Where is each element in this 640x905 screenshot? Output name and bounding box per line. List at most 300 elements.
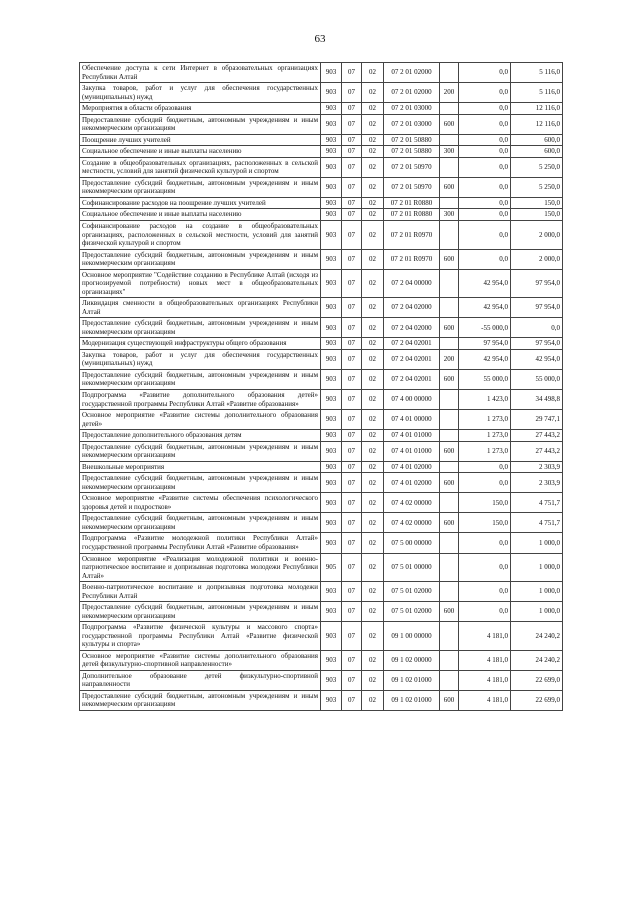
target-article-cell: 07 4 01 02000 [384, 473, 440, 493]
ministry-code-cell: 903 [321, 134, 342, 146]
expense-name-cell: Предоставление субсидий бюджетным, автономным учреждениям и иным некоммерческим организациям [80, 177, 321, 197]
expense-name-cell: Модернизация существующей инфраструктуры общего образования [80, 338, 321, 350]
ministry-code-cell: 903 [321, 493, 342, 513]
expense-type-cell [440, 582, 459, 602]
subsection-code-cell: 02 [362, 103, 384, 115]
ministry-code-cell: 903 [321, 533, 342, 553]
amount-change-cell: -55 000,0 [459, 318, 511, 338]
amount-change-cell: 0,0 [459, 197, 511, 209]
subsection-code-cell: 02 [362, 318, 384, 338]
subsection-code-cell: 02 [362, 83, 384, 103]
section-code-cell: 07 [342, 650, 362, 670]
table-row [80, 602, 563, 622]
table-row [80, 369, 563, 389]
amount-total-cell: 97 954,0 [511, 298, 563, 318]
expense-type-cell: 600 [440, 690, 459, 710]
amount-change-cell: 42 954,0 [459, 298, 511, 318]
section-code-cell: 07 [342, 114, 362, 134]
ministry-code-cell: 903 [321, 670, 342, 690]
target-article-cell: 07 2 01 R0880 [384, 197, 440, 209]
ministry-code-cell: 903 [321, 83, 342, 103]
target-article-cell: 07 5 00 00000 [384, 533, 440, 553]
expense-name-cell: Предоставление субсидий бюджетным, автономным учреждениям и иным некоммерческим организациям [80, 690, 321, 710]
table-row [80, 553, 563, 582]
table-row [80, 298, 563, 318]
expense-name-cell: Софинансирование расходов на создание в общеобразовательных организациях, расположенных в сельской местности, условий для занятий физической культурой и спортом [80, 220, 321, 249]
amount-total-cell: 29 747,1 [511, 410, 563, 430]
ministry-code-cell: 903 [321, 157, 342, 177]
section-code-cell: 07 [342, 533, 362, 553]
expense-name-cell: Создание в общеобразовательных организациях, расположенных в сельской местности, условий для занятий физической культурой и спортом [80, 157, 321, 177]
ministry-code-cell: 903 [321, 582, 342, 602]
expense-type-cell [440, 622, 459, 651]
amount-change-cell: 0,0 [459, 602, 511, 622]
section-code-cell: 07 [342, 157, 362, 177]
section-code-cell: 07 [342, 83, 362, 103]
subsection-code-cell: 02 [362, 461, 384, 473]
ministry-code-cell: 903 [321, 269, 342, 298]
target-article-cell: 07 4 00 00000 [384, 390, 440, 410]
subsection-code-cell: 02 [362, 146, 384, 158]
section-code-cell: 07 [342, 338, 362, 350]
subsection-code-cell: 02 [362, 473, 384, 493]
section-code-cell: 07 [342, 430, 362, 442]
expense-type-cell [440, 338, 459, 350]
target-article-cell: 07 5 01 02000 [384, 582, 440, 602]
section-code-cell: 07 [342, 63, 362, 83]
amount-change-cell: 42 954,0 [459, 269, 511, 298]
table-row [80, 430, 563, 442]
target-article-cell: 07 2 01 50880 [384, 146, 440, 158]
section-code-cell: 07 [342, 318, 362, 338]
expense-type-cell: 600 [440, 441, 459, 461]
ministry-code-cell: 903 [321, 146, 342, 158]
expense-name-cell: Мероприятия в области образования [80, 103, 321, 115]
amount-total-cell: 4 751,7 [511, 513, 563, 533]
subsection-code-cell: 02 [362, 670, 384, 690]
expense-name-cell: Социальное обеспечение и иные выплаты населению [80, 209, 321, 221]
expense-name-cell: Обеспечение доступа к сети Интернет в образовательных организациях Республики Алтай [80, 63, 321, 83]
target-article-cell: 07 2 01 50880 [384, 134, 440, 146]
budget-table-body [80, 63, 563, 711]
section-code-cell: 07 [342, 209, 362, 221]
section-code-cell: 07 [342, 493, 362, 513]
budget-table [79, 62, 563, 711]
expense-name-cell: Подпрограмма «Развитие молодежной политики Республики Алтай» государственной программы Республики Алтай «Развитие образования» [80, 533, 321, 553]
table-row [80, 461, 563, 473]
expense-name-cell: Дополнительное образование детей физкультурно-спортивной направленности [80, 670, 321, 690]
expense-type-cell [440, 410, 459, 430]
table-row [80, 63, 563, 83]
amount-total-cell: 0,0 [511, 318, 563, 338]
subsection-code-cell: 02 [362, 390, 384, 410]
table-row [80, 622, 563, 651]
table-row [80, 473, 563, 493]
subsection-code-cell: 02 [362, 513, 384, 533]
target-article-cell: 09 1 02 00000 [384, 650, 440, 670]
table-row [80, 157, 563, 177]
target-article-cell: 07 4 01 00000 [384, 410, 440, 430]
subsection-code-cell: 02 [362, 369, 384, 389]
page-number: 63 [314, 33, 326, 45]
amount-change-cell: 0,0 [459, 473, 511, 493]
expense-name-cell: Предоставление субсидий бюджетным, автономным учреждениям и иным некоммерческим организациям [80, 513, 321, 533]
subsection-code-cell: 02 [362, 114, 384, 134]
section-code-cell: 07 [342, 670, 362, 690]
amount-change-cell: 1 273,0 [459, 430, 511, 442]
amount-total-cell: 150,0 [511, 209, 563, 221]
target-article-cell: 09 1 00 00000 [384, 622, 440, 651]
expense-name-cell: Социальное обеспечение и иные выплаты населению [80, 146, 321, 158]
amount-total-cell: 4 751,7 [511, 493, 563, 513]
ministry-code-cell: 905 [321, 553, 342, 582]
amount-total-cell: 22 699,0 [511, 690, 563, 710]
amount-total-cell: 34 498,8 [511, 390, 563, 410]
table-row [80, 650, 563, 670]
amount-change-cell: 97 954,0 [459, 338, 511, 350]
subsection-code-cell: 02 [362, 177, 384, 197]
target-article-cell: 07 4 01 02000 [384, 461, 440, 473]
ministry-code-cell: 903 [321, 690, 342, 710]
table-row [80, 146, 563, 158]
expense-type-cell: 600 [440, 369, 459, 389]
section-code-cell: 07 [342, 249, 362, 269]
table-row [80, 249, 563, 269]
amount-total-cell: 97 954,0 [511, 269, 563, 298]
table-row [80, 269, 563, 298]
expense-name-cell: Внешкольные мероприятия [80, 461, 321, 473]
section-code-cell: 07 [342, 582, 362, 602]
expense-name-cell: Основное мероприятие «Развитие системы обеспечения психологического здоровья детей и подростков» [80, 493, 321, 513]
expense-type-cell: 300 [440, 146, 459, 158]
section-code-cell: 07 [342, 134, 362, 146]
section-code-cell: 07 [342, 553, 362, 582]
amount-total-cell: 97 954,0 [511, 338, 563, 350]
ministry-code-cell: 903 [321, 103, 342, 115]
amount-change-cell: 0,0 [459, 582, 511, 602]
subsection-code-cell: 02 [362, 690, 384, 710]
amount-total-cell: 12 116,0 [511, 114, 563, 134]
table-row [80, 513, 563, 533]
amount-change-cell: 55 000,0 [459, 369, 511, 389]
amount-change-cell: 1 423,0 [459, 390, 511, 410]
subsection-code-cell: 02 [362, 209, 384, 221]
target-article-cell: 07 2 01 R0970 [384, 220, 440, 249]
expense-type-cell: 600 [440, 249, 459, 269]
expense-type-cell: 200 [440, 83, 459, 103]
table-row [80, 177, 563, 197]
table-row [80, 690, 563, 710]
subsection-code-cell: 02 [362, 220, 384, 249]
amount-change-cell: 0,0 [459, 553, 511, 582]
amount-change-cell: 0,0 [459, 533, 511, 553]
amount-total-cell: 42 954,0 [511, 349, 563, 369]
expense-name-cell: Предоставление субсидий бюджетным, автономным учреждениям и иным некоммерческим организациям [80, 249, 321, 269]
target-article-cell: 07 2 01 50970 [384, 177, 440, 197]
expense-name-cell: Закупка товаров, работ и услуг для обеспечения государственных (муниципальных) нужд [80, 83, 321, 103]
amount-total-cell: 2 303,9 [511, 473, 563, 493]
ministry-code-cell: 903 [321, 390, 342, 410]
amount-total-cell: 5 250,0 [511, 157, 563, 177]
target-article-cell: 07 2 01 03000 [384, 114, 440, 134]
expense-type-cell: 600 [440, 602, 459, 622]
table-row [80, 114, 563, 134]
target-article-cell: 07 4 01 01000 [384, 441, 440, 461]
expense-type-cell: 600 [440, 318, 459, 338]
expense-type-cell [440, 298, 459, 318]
target-article-cell: 07 5 01 00000 [384, 553, 440, 582]
subsection-code-cell: 02 [362, 134, 384, 146]
expense-name-cell: Предоставление субсидий бюджетным, автономным учреждениям и иным некоммерческим организациям [80, 318, 321, 338]
expense-type-cell [440, 157, 459, 177]
expense-type-cell: 300 [440, 209, 459, 221]
amount-total-cell: 600,0 [511, 146, 563, 158]
expense-name-cell: Подпрограмма «Развитие физической культуры и массового спорта» государственной программы Республики Алтай «Развитие физической культуры и спорта» [80, 622, 321, 651]
expense-type-cell [440, 430, 459, 442]
expense-type-cell [440, 390, 459, 410]
amount-change-cell: 0,0 [459, 114, 511, 134]
ministry-code-cell: 903 [321, 177, 342, 197]
amount-total-cell: 1 000,0 [511, 553, 563, 582]
table-row [80, 220, 563, 249]
ministry-code-cell: 903 [321, 298, 342, 318]
section-code-cell: 07 [342, 298, 362, 318]
table-row [80, 533, 563, 553]
expense-name-cell: Ликвидация сменности в общеобразовательных организациях Республики Алтай [80, 298, 321, 318]
table-row [80, 390, 563, 410]
amount-total-cell: 1 000,0 [511, 533, 563, 553]
expense-type-cell [440, 533, 459, 553]
amount-change-cell: 150,0 [459, 513, 511, 533]
amount-total-cell: 2 303,9 [511, 461, 563, 473]
expense-type-cell: 600 [440, 114, 459, 134]
ministry-code-cell: 903 [321, 650, 342, 670]
target-article-cell: 07 2 04 02001 [384, 349, 440, 369]
amount-change-cell: 150,0 [459, 493, 511, 513]
target-article-cell: 07 4 02 00000 [384, 513, 440, 533]
ministry-code-cell: 903 [321, 197, 342, 209]
expense-type-cell [440, 134, 459, 146]
section-code-cell: 07 [342, 513, 362, 533]
expense-type-cell [440, 670, 459, 690]
section-code-cell: 07 [342, 146, 362, 158]
amount-change-cell: 0,0 [459, 461, 511, 473]
amount-change-cell: 0,0 [459, 220, 511, 249]
table-row [80, 197, 563, 209]
amount-change-cell: 0,0 [459, 103, 511, 115]
target-article-cell: 07 2 04 00000 [384, 269, 440, 298]
amount-change-cell: 0,0 [459, 177, 511, 197]
target-article-cell: 07 2 01 R0970 [384, 249, 440, 269]
amount-total-cell: 27 443,2 [511, 430, 563, 442]
subsection-code-cell: 02 [362, 553, 384, 582]
table-row [80, 493, 563, 513]
expense-name-cell: Основное мероприятие «Реализация молодежной политики и военно-патриотическое воспитание и допризывная подготовка молодежи Республики Алтай» [80, 553, 321, 582]
ministry-code-cell: 903 [321, 209, 342, 221]
expense-type-cell: 200 [440, 349, 459, 369]
subsection-code-cell: 02 [362, 63, 384, 83]
amount-change-cell: 1 273,0 [459, 410, 511, 430]
section-code-cell: 07 [342, 441, 362, 461]
target-article-cell: 07 2 04 02000 [384, 318, 440, 338]
table-row [80, 441, 563, 461]
table-row [80, 582, 563, 602]
section-code-cell: 07 [342, 622, 362, 651]
section-code-cell: 07 [342, 197, 362, 209]
subsection-code-cell: 02 [362, 157, 384, 177]
table-row [80, 410, 563, 430]
ministry-code-cell: 903 [321, 318, 342, 338]
expense-type-cell [440, 493, 459, 513]
ministry-code-cell: 903 [321, 602, 342, 622]
ministry-code-cell: 903 [321, 249, 342, 269]
table-row [80, 134, 563, 146]
ministry-code-cell: 903 [321, 410, 342, 430]
amount-total-cell: 24 240,2 [511, 650, 563, 670]
target-article-cell: 07 4 01 01000 [384, 430, 440, 442]
expense-type-cell [440, 63, 459, 83]
section-code-cell: 07 [342, 602, 362, 622]
target-article-cell: 07 2 04 02001 [384, 338, 440, 350]
section-code-cell: 07 [342, 269, 362, 298]
expense-name-cell: Предоставление субсидий бюджетным, автономным учреждениям и иным некоммерческим организациям [80, 441, 321, 461]
subsection-code-cell: 02 [362, 249, 384, 269]
subsection-code-cell: 02 [362, 441, 384, 461]
amount-change-cell: 42 954,0 [459, 349, 511, 369]
amount-total-cell: 5 116,0 [511, 63, 563, 83]
section-code-cell: 07 [342, 410, 362, 430]
expense-name-cell: Военно-патриотическое воспитание и допризывная подготовка молодежи Республики Алтай [80, 582, 321, 602]
expense-name-cell: Основное мероприятие «Развитие системы дополнительного образования детей» [80, 410, 321, 430]
expense-type-cell: 600 [440, 177, 459, 197]
target-article-cell: 07 2 01 02000 [384, 63, 440, 83]
ministry-code-cell: 903 [321, 513, 342, 533]
target-article-cell: 07 2 01 R0880 [384, 209, 440, 221]
target-article-cell: 09 1 02 01000 [384, 670, 440, 690]
section-code-cell: 07 [342, 369, 362, 389]
subsection-code-cell: 02 [362, 269, 384, 298]
amount-total-cell: 22 699,0 [511, 670, 563, 690]
expense-type-cell [440, 553, 459, 582]
expense-type-cell: 600 [440, 513, 459, 533]
expense-name-cell: Предоставление субсидий бюджетным, автономным учреждениям и иным некоммерческим организациям [80, 114, 321, 134]
table-row [80, 318, 563, 338]
section-code-cell: 07 [342, 349, 362, 369]
amount-change-cell: 4 181,0 [459, 622, 511, 651]
subsection-code-cell: 02 [362, 622, 384, 651]
section-code-cell: 07 [342, 473, 362, 493]
target-article-cell: 07 2 04 02001 [384, 369, 440, 389]
ministry-code-cell: 903 [321, 622, 342, 651]
amount-change-cell: 0,0 [459, 249, 511, 269]
section-code-cell: 07 [342, 690, 362, 710]
amount-total-cell: 150,0 [511, 197, 563, 209]
amount-change-cell: 4 181,0 [459, 650, 511, 670]
expense-name-cell: Подпрограмма «Развитие дополнительного образования детей» государственной программы Республики Алтай «Развитие образования» [80, 390, 321, 410]
amount-change-cell: 0,0 [459, 83, 511, 103]
subsection-code-cell: 02 [362, 533, 384, 553]
expense-type-cell: 600 [440, 473, 459, 493]
ministry-code-cell: 903 [321, 430, 342, 442]
expense-name-cell: Софинансирование расходов на поощрение лучших учителей [80, 197, 321, 209]
section-code-cell: 07 [342, 461, 362, 473]
ministry-code-cell: 903 [321, 349, 342, 369]
ministry-code-cell: 903 [321, 473, 342, 493]
expense-type-cell [440, 220, 459, 249]
amount-total-cell: 1 000,0 [511, 582, 563, 602]
expense-name-cell: Поощрение лучших учителей [80, 134, 321, 146]
amount-total-cell: 5 250,0 [511, 177, 563, 197]
target-article-cell: 09 1 02 01000 [384, 690, 440, 710]
subsection-code-cell: 02 [362, 582, 384, 602]
table-row [80, 670, 563, 690]
expense-type-cell [440, 650, 459, 670]
subsection-code-cell: 02 [362, 493, 384, 513]
amount-change-cell: 0,0 [459, 157, 511, 177]
expense-name-cell: Закупка товаров, работ и услуг для обеспечения государственных (муниципальных) нужд [80, 349, 321, 369]
table-row [80, 338, 563, 350]
expense-type-cell [440, 269, 459, 298]
ministry-code-cell: 903 [321, 461, 342, 473]
table-row [80, 209, 563, 221]
amount-total-cell: 2 000,0 [511, 249, 563, 269]
ministry-code-cell: 903 [321, 441, 342, 461]
amount-total-cell: 12 116,0 [511, 103, 563, 115]
subsection-code-cell: 02 [362, 410, 384, 430]
table-row [80, 103, 563, 115]
expense-type-cell [440, 461, 459, 473]
table-row [80, 83, 563, 103]
expense-type-cell [440, 197, 459, 209]
section-code-cell: 07 [342, 390, 362, 410]
amount-change-cell: 0,0 [459, 209, 511, 221]
ministry-code-cell: 903 [321, 220, 342, 249]
expense-name-cell: Предоставление дополнительного образования детям [80, 430, 321, 442]
table-row [80, 349, 563, 369]
amount-total-cell: 27 443,2 [511, 441, 563, 461]
subsection-code-cell: 02 [362, 650, 384, 670]
expense-name-cell: Предоставление субсидий бюджетным, автономным учреждениям и иным некоммерческим организациям [80, 369, 321, 389]
subsection-code-cell: 02 [362, 197, 384, 209]
expense-name-cell: Предоставление субсидий бюджетным, автономным учреждениям и иным некоммерческим организациям [80, 602, 321, 622]
section-code-cell: 07 [342, 103, 362, 115]
section-code-cell: 07 [342, 177, 362, 197]
subsection-code-cell: 02 [362, 338, 384, 350]
ministry-code-cell: 903 [321, 338, 342, 350]
section-code-cell: 07 [342, 220, 362, 249]
target-article-cell: 07 2 01 03000 [384, 103, 440, 115]
amount-change-cell: 0,0 [459, 63, 511, 83]
amount-total-cell: 24 240,2 [511, 622, 563, 651]
target-article-cell: 07 2 04 02000 [384, 298, 440, 318]
subsection-code-cell: 02 [362, 298, 384, 318]
amount-total-cell: 1 000,0 [511, 602, 563, 622]
ministry-code-cell: 903 [321, 63, 342, 83]
ministry-code-cell: 903 [321, 114, 342, 134]
expense-type-cell [440, 103, 459, 115]
amount-total-cell: 55 000,0 [511, 369, 563, 389]
target-article-cell: 07 5 01 02000 [384, 602, 440, 622]
target-article-cell: 07 2 01 50970 [384, 157, 440, 177]
ministry-code-cell: 903 [321, 369, 342, 389]
subsection-code-cell: 02 [362, 349, 384, 369]
expense-name-cell: Основное мероприятие «Развитие системы дополнительного образования детей физкультурно-спортивной направленности» [80, 650, 321, 670]
amount-total-cell: 600,0 [511, 134, 563, 146]
amount-change-cell: 4 181,0 [459, 690, 511, 710]
amount-change-cell: 4 181,0 [459, 670, 511, 690]
amount-change-cell: 0,0 [459, 134, 511, 146]
expense-name-cell: Предоставление субсидий бюджетным, автономным учреждениям и иным некоммерческим организациям [80, 473, 321, 493]
